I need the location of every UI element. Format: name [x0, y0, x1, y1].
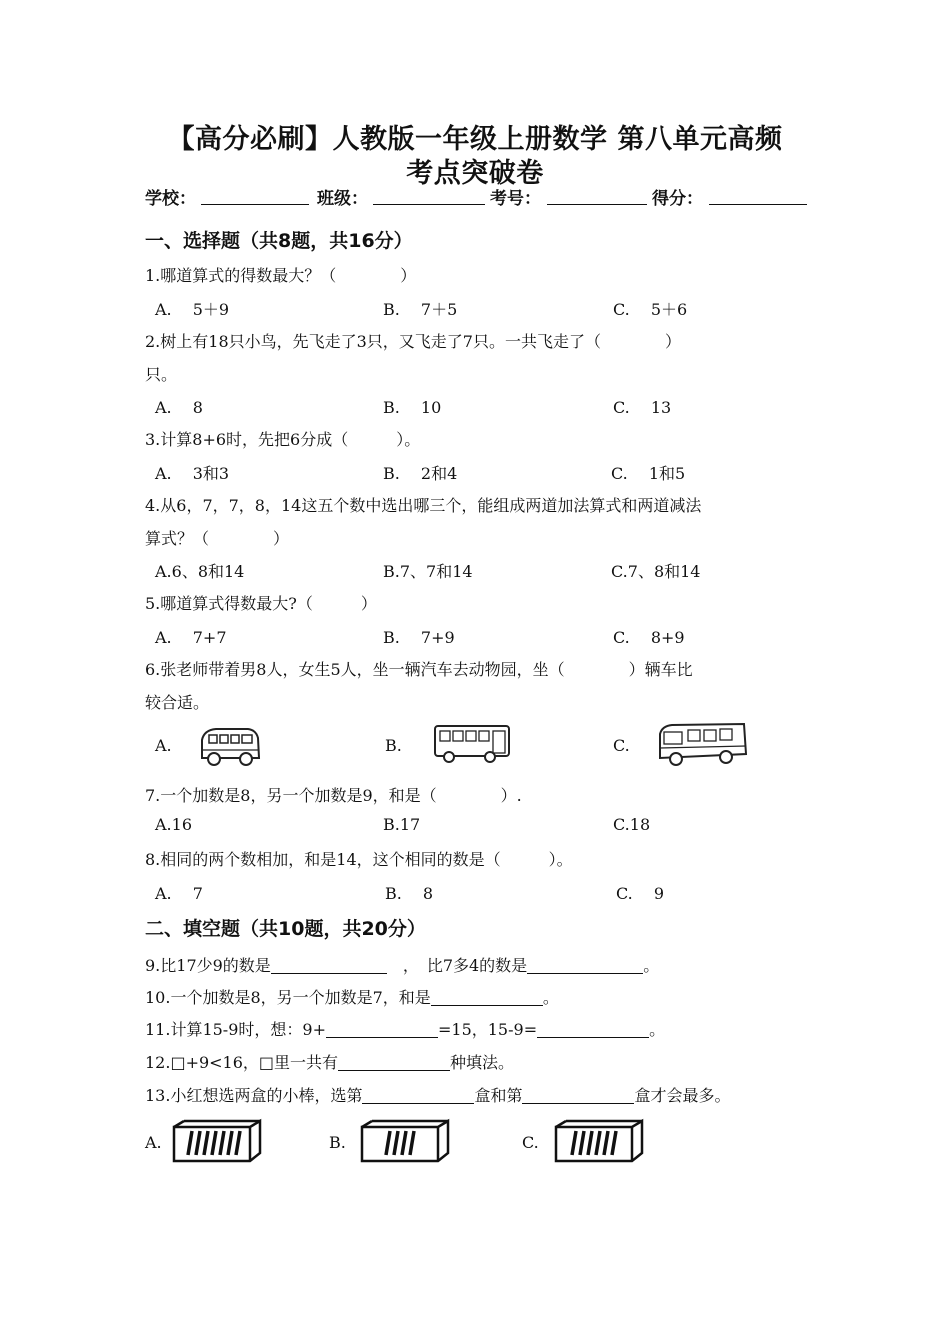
q13-blank-2[interactable] — [522, 1087, 634, 1104]
q8-option-a[interactable]: A. 7 — [155, 884, 203, 903]
stick-box-a-image — [170, 1117, 266, 1165]
q5-option-a[interactable]: A. 7+7 — [155, 628, 227, 647]
question-11 — [145, 1017, 665, 1040]
class-label: 班级： — [317, 189, 368, 209]
q2-option-c[interactable]: C. 13 — [613, 398, 672, 417]
q13-part-1: 13.小红想选两盒的小棒，选第 — [145, 1086, 363, 1105]
q13-part-3: 盒才会最多。 — [634, 1086, 731, 1105]
question-12 — [145, 1050, 514, 1073]
q1-option-c[interactable]: C. 5＋6 — [613, 300, 688, 319]
q5-option-b[interactable]: B. 7+9 — [383, 628, 455, 647]
question-6-cont: 较合适。 — [145, 693, 210, 712]
q12-part-2: 种填法。 — [450, 1053, 515, 1072]
q4-option-c[interactable]: C.7、8和14 — [611, 562, 701, 581]
q11-part-1: 11.计算15-9时，想：9+ — [145, 1020, 326, 1039]
question-2-cont: 只。 — [145, 365, 178, 384]
section-fill-heading: 二、填空题（共10题，共20分） — [145, 918, 426, 940]
q6-option-a[interactable]: A. — [155, 736, 172, 755]
question-6: 6.张老师带着男8人，女生5人，坐一辆汽车去动物园，坐（ ）辆车比 — [145, 660, 693, 679]
question-4-cont: 算式？（ ） — [145, 529, 290, 548]
q3-option-c[interactable]: C. 1和5 — [611, 464, 686, 483]
small-van-image — [196, 724, 264, 768]
q13-option-a[interactable]: A. — [145, 1133, 162, 1152]
q5-option-c[interactable]: C. 8+9 — [613, 628, 685, 647]
school-label: 学校： — [145, 189, 196, 209]
q3-option-a[interactable]: A. 3和3 — [155, 464, 230, 483]
q13-part-2: 盒和第 — [474, 1086, 523, 1105]
q7-option-c[interactable]: C.18 — [613, 815, 651, 834]
q11-blank-2[interactable] — [537, 1021, 649, 1038]
question-2: 2.树上有18只小鸟，先飞走了3只，又飞走了7只。一共飞走了（ ） — [145, 332, 681, 351]
student-info-row — [145, 184, 807, 208]
q11-part-2: =15，15-9= — [437, 1020, 538, 1039]
q12-blank[interactable] — [338, 1054, 450, 1071]
q10-part-2: 。 — [542, 988, 559, 1007]
stick-box-b-image — [358, 1117, 454, 1165]
large-bus-image — [656, 720, 750, 768]
q2-option-b[interactable]: B. 10 — [383, 398, 442, 417]
stick-box-c-image — [552, 1117, 648, 1165]
question-5: 5.哪道算式得数最大?（ ） — [145, 594, 377, 613]
q13-option-b[interactable]: B. — [329, 1133, 346, 1152]
class-blank[interactable] — [373, 204, 485, 205]
exam-no-label: 考号： — [490, 189, 541, 209]
q7-option-b[interactable]: B.17 — [383, 815, 421, 834]
q4-option-a[interactable]: A.6、8和14 — [155, 562, 245, 581]
question-4: 4.从6，7，7，8，14这五个数中选出哪三个，能组成两道加法算式和两道减法 — [145, 496, 702, 515]
score-label: 得分： — [652, 189, 703, 209]
title-line-1: 【高分必刷】人教版一年级上册数学 第八单元高频 — [167, 124, 783, 155]
q4-option-b[interactable]: B.7、7和14 — [383, 562, 473, 581]
question-10 — [145, 985, 559, 1008]
q1-option-a[interactable]: A. 5＋9 — [155, 300, 230, 319]
q13-blank-1[interactable] — [362, 1087, 474, 1104]
score-blank[interactable] — [709, 204, 807, 205]
q11-blank-1[interactable] — [326, 1021, 438, 1038]
question-3: 3.计算8+6时，先把6分成（ ）。 — [145, 430, 421, 449]
q6-option-b[interactable]: B. — [385, 736, 402, 755]
q7-option-a[interactable]: A.16 — [155, 815, 192, 834]
q9-blank-1[interactable] — [271, 957, 387, 974]
q8-option-b[interactable]: B. 8 — [385, 884, 434, 903]
q10-part-1: 10.一个加数是8，另一个加数是7，和是 — [145, 988, 431, 1007]
question-9 — [145, 953, 659, 976]
q9-part-2: ， 比7多4的数是 — [386, 956, 528, 975]
q1-option-b[interactable]: B. 7＋5 — [383, 300, 458, 319]
q12-part-1: 12.□+9<16，□里一共有 — [145, 1053, 339, 1072]
q6-option-c[interactable]: C. — [613, 736, 630, 755]
question-7: 7.一个加数是8，另一个加数是9，和是（ ）. — [145, 786, 522, 805]
section-choice-heading: 一、选择题（共8题，共16分） — [145, 230, 413, 252]
exam-no-blank[interactable] — [547, 204, 647, 205]
q9-blank-2[interactable] — [527, 957, 643, 974]
q8-option-c[interactable]: C. 9 — [616, 884, 665, 903]
city-bus-image — [432, 722, 514, 764]
q3-option-b[interactable]: B. 2和4 — [383, 464, 458, 483]
title-line-2: 考点突破卷 — [406, 158, 544, 189]
question-8: 8.相同的两个数相加，和是14，这个相同的数是（ ）。 — [145, 850, 573, 869]
question-13 — [145, 1083, 730, 1106]
school-blank[interactable] — [201, 204, 309, 205]
question-1: 1.哪道算式的得数最大？（ ） — [145, 266, 417, 285]
q11-part-3: 。 — [649, 1020, 666, 1039]
q13-option-c[interactable]: C. — [522, 1133, 539, 1152]
q9-part-1: 9.比17少9的数是 — [145, 956, 271, 975]
q9-part-3: 。 — [643, 956, 660, 975]
q10-blank[interactable] — [431, 989, 543, 1006]
q2-option-a[interactable]: A. 8 — [155, 398, 203, 417]
